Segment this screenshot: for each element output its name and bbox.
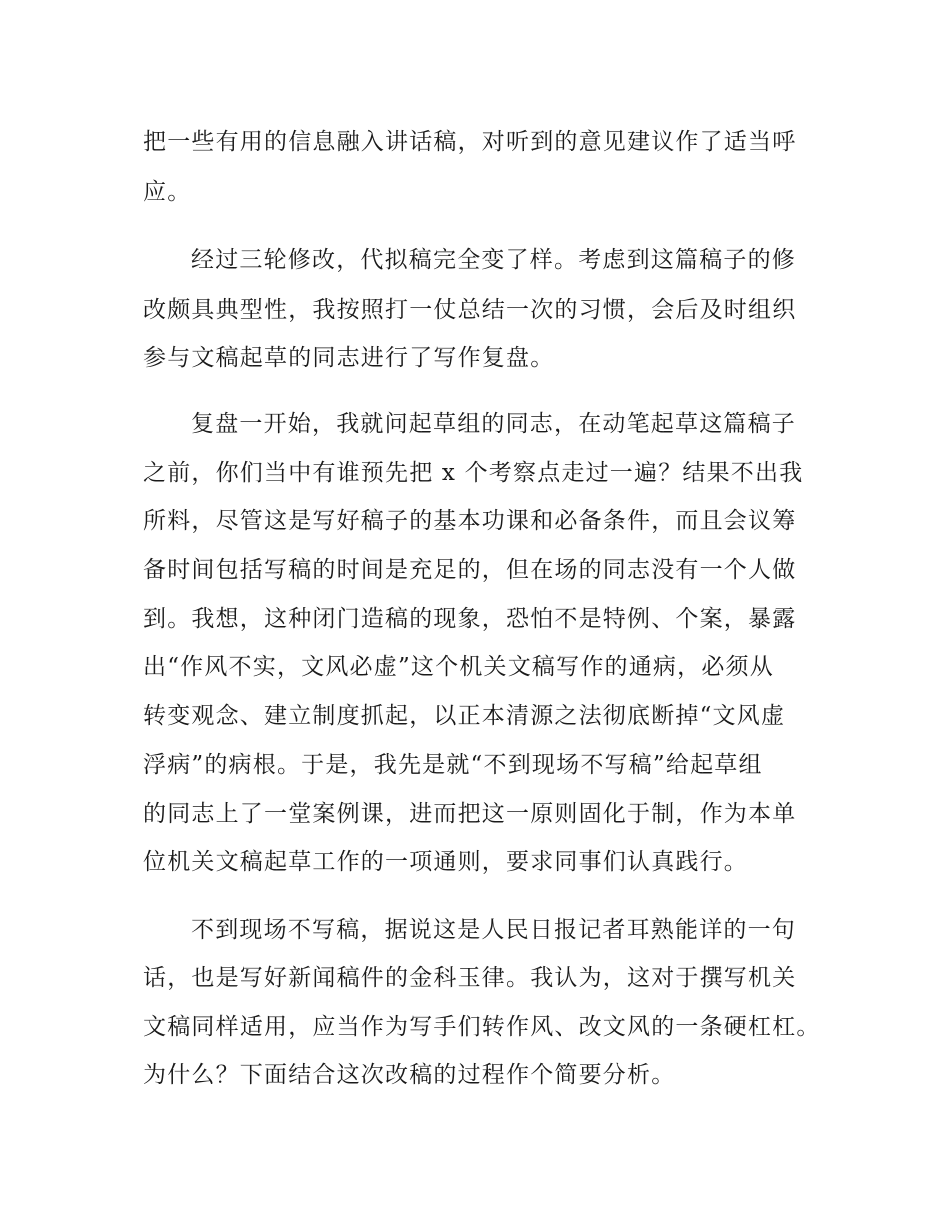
paragraph-line: 出“作风不实，文风必虚”这个机关文稿写作的通病，必须从 (143, 654, 774, 680)
paragraph-line: 复盘一开始，我就问起草组的同志，在动笔起草这篇稿子 (191, 411, 796, 437)
paragraph-line: 之前，你们当中有谁预先把 x 个考察点走过一遍？结果不出我 (143, 460, 804, 486)
paragraph-line: 的同志上了一堂案例课，进而把这一原则固化于制，作为本单 (143, 801, 797, 827)
paragraph-line: 话，也是写好新闻稿件的金科玉律。我认为，这对于撰写机关 (143, 965, 797, 991)
paragraph-line: 所料，尽管这是写好稿子的基本功课和必备条件，而且会议筹 (143, 508, 797, 534)
paragraph-line: 参与文稿起草的同志进行了写作复盘。 (143, 345, 555, 371)
paragraph-line: 经过三轮修改，代拟稿完全变了样。考虑到这篇稿子的修 (191, 247, 796, 273)
paragraph-line: 备时间包括写稿的时间是充足的，但在场的同志没有一个人做 (143, 557, 797, 583)
paragraph-line: 应。 (143, 179, 192, 205)
paragraph-line: 不到现场不写稿，据说这是人民日报记者耳熟能详的一句 (191, 917, 796, 943)
paragraph-line: 到。我想，这种闭门造稿的现象，恐怕不是特例、个案，暴露 (143, 606, 797, 632)
paragraph-line: 位机关文稿起草工作的一项通则，要求同事们认真践行。 (143, 849, 748, 875)
paragraph-line: 把一些有用的信息融入讲话稿，对听到的意见建议作了适当呼 (143, 129, 797, 155)
paragraph-line: 转变观念、建立制度抓起，以正本清源之法彻底断掉“文风虚 (143, 703, 786, 729)
paragraph-line: 文稿同样适用，应当作为写手们转作风、改文风的一条硬杠杠。 (143, 1014, 821, 1040)
paragraph-line: 为什么？下面结合这次改稿的过程作个简要分析。 (143, 1062, 676, 1088)
paragraph-line: 浮病”的病根。于是，我先是就“不到现场不写稿”给起草组 (143, 752, 763, 778)
paragraph-line: 改颇具典型性，我按照打一仗总结一次的习惯，会后及时组织 (143, 297, 797, 323)
